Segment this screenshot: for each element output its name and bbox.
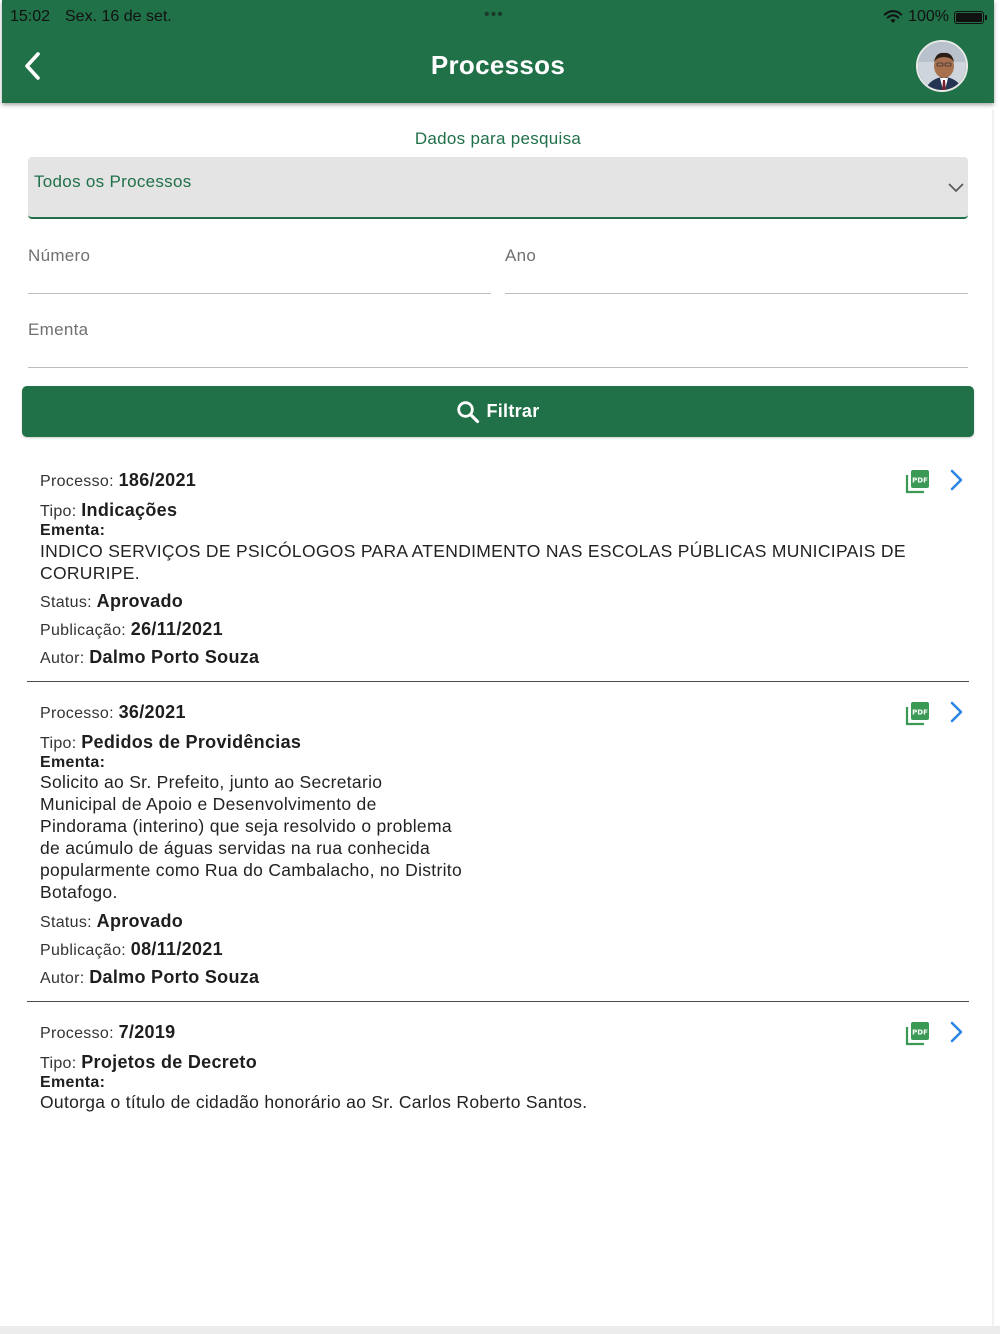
publicacao-label: Publicação: xyxy=(40,622,127,639)
publicacao-value: 08/11/2021 xyxy=(130,939,223,959)
autor-label: Autor: xyxy=(40,650,85,667)
autor-label: Autor: xyxy=(40,970,85,987)
status-date: Sex. 16 de set. xyxy=(65,8,172,25)
publicacao-value: 26/11/2021 xyxy=(130,619,223,639)
process-number-row xyxy=(40,1022,175,1043)
publicacao-label: Publicação: xyxy=(40,942,127,959)
pdf-icon[interactable] xyxy=(905,1020,931,1046)
ementa-line: CORURIPE. xyxy=(40,563,140,583)
chevron-right-icon[interactable] xyxy=(947,1020,967,1044)
ementa-text xyxy=(40,1091,587,1113)
process-card[interactable] xyxy=(27,1012,969,1122)
publicacao-row xyxy=(40,619,223,640)
status-row xyxy=(40,591,183,612)
bottom-edge xyxy=(0,1326,1000,1334)
tipo-value: Indicações xyxy=(81,500,178,520)
ano-field[interactable] xyxy=(505,246,968,294)
autor-value: Dalmo Porto Souza xyxy=(89,967,260,987)
ementa-line: Solicito ao Sr. Prefeito, junto ao Secretario xyxy=(40,772,383,792)
ementa-text xyxy=(40,540,906,584)
process-label: Processo: xyxy=(40,473,114,490)
ementa-line: INDICO SERVIÇOS DE PSICÓLOGOS PARA ATENDIMENTO NAS ESCOLAS PÚBLICAS MUNICIPAIS DE xyxy=(40,541,906,561)
ementa-placeholder: Ementa xyxy=(28,320,89,339)
status-label: Status: xyxy=(40,594,92,611)
process-number: 186/2021 xyxy=(118,470,197,490)
numero-field[interactable] xyxy=(28,246,491,294)
status-row xyxy=(40,911,183,932)
battery-icon xyxy=(954,11,984,24)
tipo-row xyxy=(40,500,177,521)
process-label: Processo: xyxy=(40,1025,114,1042)
ementa-text xyxy=(40,771,462,903)
multitasking-dots[interactable]: ••• xyxy=(484,6,504,23)
autor-row xyxy=(40,967,259,988)
status-bar xyxy=(2,0,994,34)
search-icon xyxy=(456,400,480,424)
tipo-label: Tipo: xyxy=(40,735,77,752)
chevron-down-icon xyxy=(948,181,964,193)
process-card[interactable] xyxy=(27,460,969,683)
wifi-icon xyxy=(883,10,903,24)
ementa-label-row xyxy=(40,754,105,772)
autor-value: Dalmo Porto Souza xyxy=(89,647,260,667)
filter-button[interactable] xyxy=(22,386,974,437)
process-number: 7/2019 xyxy=(118,1022,176,1042)
tipo-value: Projetos de Decreto xyxy=(81,1052,257,1072)
ementa-line: Outorga o título de cidadão honorário ao Sr. Carlos Roberto Santos. xyxy=(40,1092,588,1112)
tipo-value: Pedidos de Providências xyxy=(81,732,302,752)
process-number-row xyxy=(40,702,186,723)
ementa-label-row xyxy=(40,522,105,540)
battery-percent: 100% xyxy=(908,8,949,25)
status-value: Aprovado xyxy=(96,591,184,611)
ementa-field[interactable] xyxy=(28,320,968,368)
chevron-right-icon[interactable] xyxy=(947,700,967,724)
ementa-line: Botafogo. xyxy=(40,882,118,902)
pdf-icon[interactable] xyxy=(905,700,931,726)
process-number: 36/2021 xyxy=(118,702,186,722)
ementa-line: de acúmulo de águas servidas na rua conhecida xyxy=(40,838,430,858)
ementa-label: Ementa: xyxy=(40,522,106,539)
tipo-row xyxy=(40,732,301,753)
pdf-badge-text: PDF xyxy=(912,476,928,485)
process-label: Processo: xyxy=(40,705,114,722)
scroll-track xyxy=(992,110,994,1334)
select-value: Todos os Processos xyxy=(34,172,192,191)
autor-row xyxy=(40,647,259,668)
ementa-line: Pindorama (interino) que seja resolvido o problema xyxy=(40,816,452,836)
status-time: 15:02 xyxy=(10,8,51,25)
numero-placeholder: Número xyxy=(28,246,91,265)
tipo-label: Tipo: xyxy=(40,1055,77,1072)
chevron-right-icon[interactable] xyxy=(947,468,967,492)
ementa-label: Ementa: xyxy=(40,754,106,771)
pdf-icon[interactable] xyxy=(905,468,931,494)
process-card[interactable] xyxy=(27,692,969,1003)
avatar[interactable] xyxy=(916,40,968,92)
publicacao-row xyxy=(40,939,223,960)
tipo-label: Tipo: xyxy=(40,503,77,520)
app-header xyxy=(2,0,994,103)
status-value: Aprovado xyxy=(96,911,184,931)
process-number-row xyxy=(40,470,196,491)
search-section-title: Dados para pesquisa xyxy=(414,129,582,148)
page-title: Processos xyxy=(430,50,566,80)
user-photo xyxy=(918,42,968,92)
tipo-row xyxy=(40,1052,257,1073)
card-divider xyxy=(27,681,969,682)
ano-placeholder: Ano xyxy=(505,246,537,265)
process-type-select[interactable] xyxy=(28,157,968,219)
status-right xyxy=(883,8,984,26)
card-divider xyxy=(27,1001,969,1002)
filter-button-label: Filtrar xyxy=(486,401,540,421)
pdf-badge-text: PDF xyxy=(912,1028,928,1037)
ementa-label-row xyxy=(40,1074,105,1092)
status-label: Status: xyxy=(40,914,92,931)
ementa-line: popularmente como Rua do Cambalacho, no Distrito xyxy=(40,860,462,880)
pdf-badge-text: PDF xyxy=(912,708,928,717)
ementa-label: Ementa: xyxy=(40,1074,106,1091)
ementa-line: Municipal de Apoio e Desenvolvimento de xyxy=(40,794,377,814)
